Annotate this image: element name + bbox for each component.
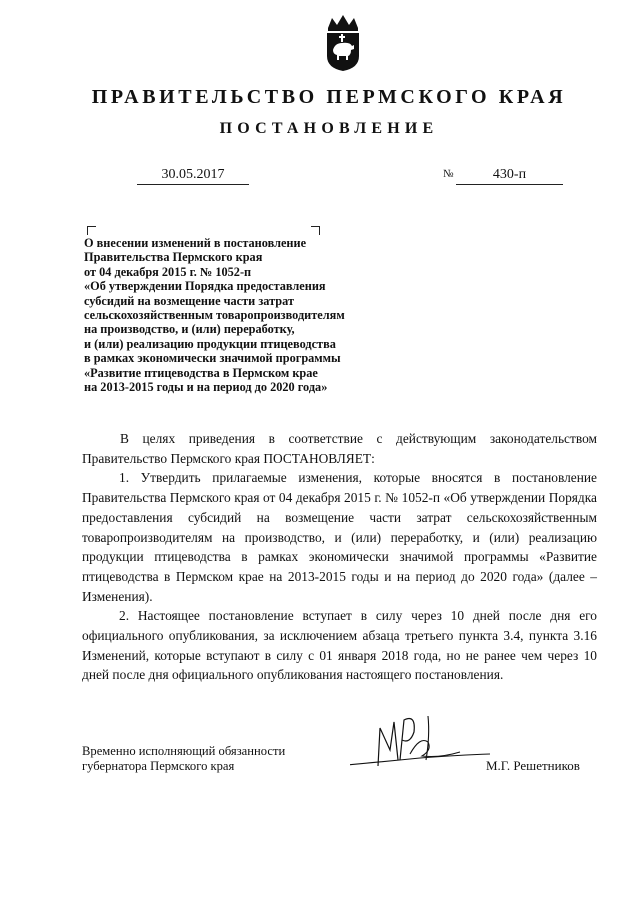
item-1-paragraph: 1. Утвердить прилагаемые изменения, которые вносятся в постановление Правительства Пермского края от 04 декабря 2015 г. № 1052-п «Об утверждении Порядка предоставления субсидий на возмещение части затрат сельскохозяйственным товаропроизводителям на производство, и (или) переработку, и (или) реализацию продукции птицеводства в рамках экономически значимой программы «Развитие птицеводства в Пермском крае на 2013-2015 годы и на период до 2020 года» (далее – Изменения).: [82, 470, 597, 604]
document-date: 30.05.2017: [137, 166, 249, 185]
subject-line: сельскохозяйственным товаропроизводителям: [84, 308, 345, 323]
subject-corner-left: [87, 226, 96, 235]
subject-line: «Об утверждении Порядка предоставления: [84, 279, 326, 294]
coat-of-arms-icon: [324, 12, 362, 72]
government-title: ПРАВИТЕЛЬСТВО ПЕРМСКОГО КРАЯ: [91, 86, 567, 108]
subject-line: субсидий на возмещение части затрат: [84, 293, 295, 308]
subject-line: Правительства Пермского края: [84, 250, 263, 265]
subject-line: и (или) реализацию продукции птицеводства: [84, 336, 336, 351]
signatory-role-line: Временно исполняющий обязанности: [82, 744, 286, 758]
number-sign: №: [443, 168, 454, 180]
item-2-paragraph: 2. Настоящее постановление вступает в силу через 10 дней после дня его официального опубликования, за исключением абзаца третьего пункта 3.4, пункта 3.16 Изменений, которые вступают в силу с 01 января 2018 года, но не ранее чем через 10 дней после дня официального опубликования настоящего постановления.: [82, 608, 597, 683]
document-type: ПОСТАНОВЛЕНИЕ: [219, 120, 439, 137]
subject-corner-right: [311, 226, 320, 235]
signatory-role-line: губернатора Пермского края: [82, 758, 235, 773]
document-subject: [84, 236, 414, 394]
intro-paragraph: В целях приведения в соответствие с действующим законодательством Правительство Пермского края ПОСТАНОВЛЯЕТ:: [82, 431, 597, 466]
subject-line: О внесении изменений в постановление: [84, 236, 307, 250]
signatory-name: М.Г. Решетников: [486, 758, 580, 773]
subject-line: на 2013-2015 годы и на период до 2020 года»: [84, 380, 328, 395]
document-body: [82, 429, 597, 685]
subject-line: «Развитие птицеводства в Пермском крае: [84, 365, 318, 380]
document-number: 430-п: [456, 166, 563, 185]
subject-line: в рамках экономически значимой программы: [84, 351, 341, 366]
subject-line: от 04 декабря 2015 г. № 1052-п: [84, 264, 252, 279]
signatory-role: [82, 744, 285, 773]
subject-line: на производство, и (или) переработку,: [84, 322, 295, 337]
handwritten-signature: [350, 706, 490, 776]
